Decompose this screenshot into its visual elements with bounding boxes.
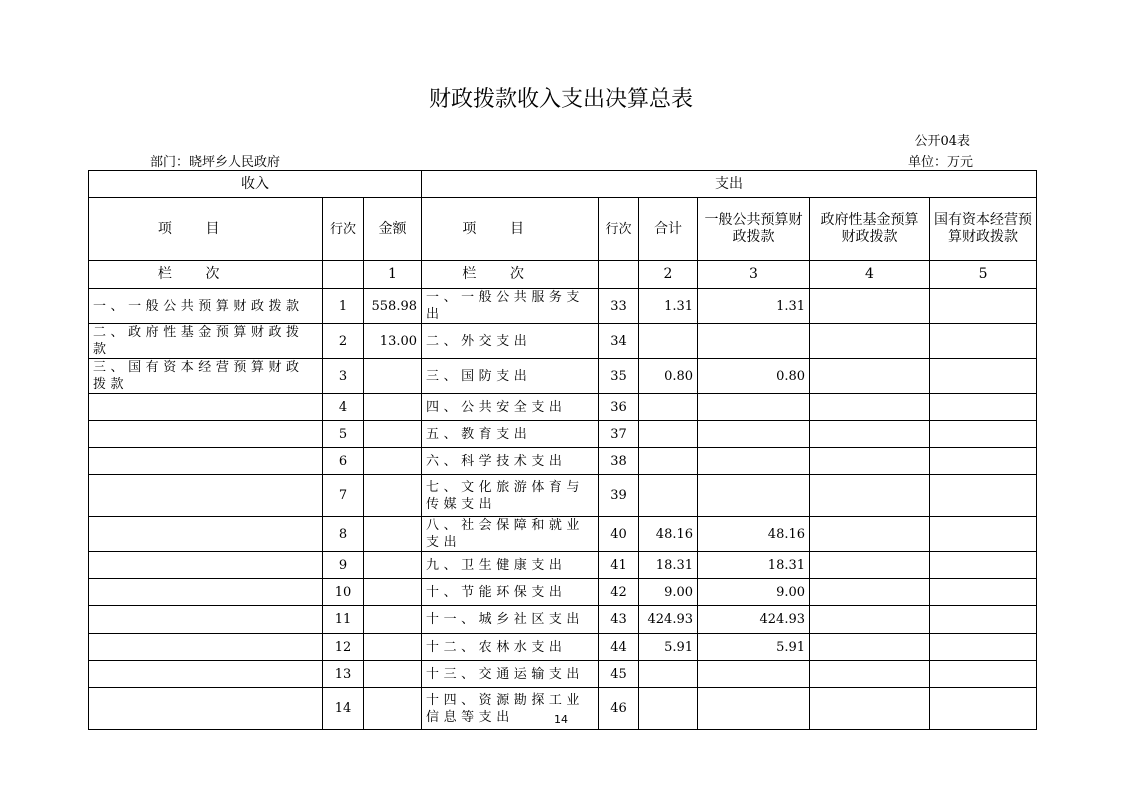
expense-item-cell: 一、一般公共服务支出 bbox=[422, 289, 599, 324]
lanci-empty-cell bbox=[323, 261, 364, 289]
income-item-cell bbox=[89, 475, 323, 517]
expense-header: 支出 bbox=[422, 171, 1037, 198]
expense-item-cell: 十一、城乡社区支出 bbox=[422, 606, 599, 634]
income-amount-cell bbox=[364, 448, 422, 475]
expense-general-budget-cell: 48.16 bbox=[698, 517, 810, 552]
income-amount-cell bbox=[364, 606, 422, 634]
table-row bbox=[89, 289, 1037, 324]
expense-total-cell: 18.31 bbox=[639, 552, 698, 579]
income-row-no-cell: 2 bbox=[323, 324, 364, 359]
expense-item-cell: 四、公共安全支出 bbox=[422, 394, 599, 421]
income-amount-cell bbox=[364, 421, 422, 448]
expense-fund-budget-cell bbox=[810, 289, 930, 324]
expense-general-budget-cell: 1.31 bbox=[698, 289, 810, 324]
lanci-general: 3 bbox=[698, 261, 810, 289]
department-label: 部门：晓坪乡人民政府 bbox=[150, 155, 281, 170]
expense-general-budget-cell: 424.93 bbox=[698, 606, 810, 634]
income-row-no-cell: 3 bbox=[323, 359, 364, 394]
income-header: 收入 bbox=[89, 171, 422, 198]
income-row-no-cell: 8 bbox=[323, 517, 364, 552]
expense-item-cell: 二、外交支出 bbox=[422, 324, 599, 359]
expense-row-no-cell: 35 bbox=[599, 359, 639, 394]
expense-row-no-cell: 40 bbox=[599, 517, 639, 552]
lanci-fund: 4 bbox=[810, 261, 930, 289]
expense-general-budget-cell bbox=[698, 421, 810, 448]
col-header-amount: 金额 bbox=[364, 198, 422, 261]
table-row bbox=[89, 324, 1037, 359]
expense-fund-budget-cell bbox=[810, 394, 930, 421]
expense-item-cell: 十四、资源勘探工业信息等支出 bbox=[422, 688, 599, 730]
expense-row-no-cell: 46 bbox=[599, 688, 639, 730]
income-item-cell bbox=[89, 448, 323, 475]
expense-row-no-cell: 37 bbox=[599, 421, 639, 448]
income-row-no-cell: 9 bbox=[323, 552, 364, 579]
form-number: 公开04表 bbox=[914, 134, 970, 149]
expense-row-no-cell: 45 bbox=[599, 661, 639, 688]
expense-fund-budget-cell bbox=[810, 448, 930, 475]
expense-total-cell: 5.91 bbox=[639, 634, 698, 661]
expense-general-budget-cell: 0.80 bbox=[698, 359, 810, 394]
income-row-no-cell: 13 bbox=[323, 661, 364, 688]
expense-row-no-cell: 39 bbox=[599, 475, 639, 517]
expense-item-cell: 六、科学技术支出 bbox=[422, 448, 599, 475]
income-amount-cell bbox=[364, 517, 422, 552]
expense-row-no-cell: 33 bbox=[599, 289, 639, 324]
table-row bbox=[89, 606, 1037, 634]
income-item-cell bbox=[89, 552, 323, 579]
expense-total-cell: 0.80 bbox=[639, 359, 698, 394]
income-item-cell bbox=[89, 517, 323, 552]
income-row-no-cell: 10 bbox=[323, 579, 364, 606]
table-row bbox=[89, 661, 1037, 688]
income-item-cell: 三、国有资本经营预算财政拨款 bbox=[89, 359, 323, 394]
expense-state-capital-cell bbox=[930, 579, 1037, 606]
expense-total-cell bbox=[639, 394, 698, 421]
expense-fund-budget-cell bbox=[810, 661, 930, 688]
lanci-total: 2 bbox=[639, 261, 698, 289]
lanci-amount: 1 bbox=[364, 261, 422, 289]
expense-fund-budget-cell bbox=[810, 634, 930, 661]
expense-total-cell bbox=[639, 324, 698, 359]
expense-row-no-cell: 38 bbox=[599, 448, 639, 475]
budget-summary-table bbox=[88, 170, 1037, 730]
expense-general-budget-cell bbox=[698, 475, 810, 517]
expense-fund-budget-cell bbox=[810, 579, 930, 606]
expense-state-capital-cell bbox=[930, 421, 1037, 448]
expense-state-capital-cell bbox=[930, 324, 1037, 359]
income-row-no-cell: 6 bbox=[323, 448, 364, 475]
expense-fund-budget-cell bbox=[810, 552, 930, 579]
expense-row-no-cell: 36 bbox=[599, 394, 639, 421]
col-header-income-row-no: 行次 bbox=[323, 198, 364, 261]
income-row-no-cell: 1 bbox=[323, 289, 364, 324]
income-item-cell bbox=[89, 421, 323, 448]
page-number: 14 bbox=[554, 713, 568, 726]
lanci-state: 5 bbox=[930, 261, 1037, 289]
income-row-no-cell: 5 bbox=[323, 421, 364, 448]
col-header-income-item: 项目 bbox=[89, 198, 323, 261]
expense-item-cell: 十、节能环保支出 bbox=[422, 579, 599, 606]
income-row-no-cell: 12 bbox=[323, 634, 364, 661]
expense-total-cell bbox=[639, 661, 698, 688]
expense-state-capital-cell bbox=[930, 634, 1037, 661]
table-row bbox=[89, 552, 1037, 579]
expense-item-cell: 三、国防支出 bbox=[422, 359, 599, 394]
expense-total-cell bbox=[639, 448, 698, 475]
income-amount-cell: 13.00 bbox=[364, 324, 422, 359]
expense-state-capital-cell bbox=[930, 359, 1037, 394]
expense-item-cell: 八、社会保障和就业支出 bbox=[422, 517, 599, 552]
income-item-cell bbox=[89, 394, 323, 421]
col-header-general-budget: 一般公共预算财政拨款 bbox=[698, 198, 810, 261]
expense-total-cell: 48.16 bbox=[639, 517, 698, 552]
expense-fund-budget-cell bbox=[810, 475, 930, 517]
expense-row-no-cell: 42 bbox=[599, 579, 639, 606]
expense-state-capital-cell bbox=[930, 517, 1037, 552]
col-header-total: 合计 bbox=[639, 198, 698, 261]
expense-row-no-cell: 41 bbox=[599, 552, 639, 579]
lanci-empty-cell bbox=[599, 261, 639, 289]
table-row bbox=[89, 421, 1037, 448]
expense-total-cell bbox=[639, 421, 698, 448]
income-item-cell bbox=[89, 579, 323, 606]
income-amount-cell bbox=[364, 359, 422, 394]
income-item-cell: 二、政府性基金预算财政拨款 bbox=[89, 324, 323, 359]
col-header-expense-row-no: 行次 bbox=[599, 198, 639, 261]
expense-total-cell: 424.93 bbox=[639, 606, 698, 634]
col-header-state-capital: 国有资本经营预算财政拨款 bbox=[930, 198, 1037, 261]
expense-total-cell bbox=[639, 475, 698, 517]
income-amount-cell bbox=[364, 579, 422, 606]
expense-fund-budget-cell bbox=[810, 517, 930, 552]
expense-total-cell: 9.00 bbox=[639, 579, 698, 606]
expense-general-budget-cell: 5.91 bbox=[698, 634, 810, 661]
expense-general-budget-cell: 9.00 bbox=[698, 579, 810, 606]
table-row bbox=[89, 359, 1037, 394]
income-row-no-cell: 11 bbox=[323, 606, 364, 634]
page-title: 财政拨款收入支出决算总表 bbox=[428, 87, 693, 112]
table-row bbox=[89, 475, 1037, 517]
expense-state-capital-cell bbox=[930, 606, 1037, 634]
expense-fund-budget-cell bbox=[810, 324, 930, 359]
expense-row-no-cell: 34 bbox=[599, 324, 639, 359]
income-amount-cell bbox=[364, 552, 422, 579]
table-row bbox=[89, 448, 1037, 475]
income-row-no-cell: 4 bbox=[323, 394, 364, 421]
col-header-expense-item: 项目 bbox=[422, 198, 599, 261]
col-header-fund-budget: 政府性基金预算财政拨款 bbox=[810, 198, 930, 261]
income-amount-cell bbox=[364, 634, 422, 661]
income-item-cell: 一、一般公共预算财政拨款 bbox=[89, 289, 323, 324]
expense-fund-budget-cell bbox=[810, 421, 930, 448]
income-amount-cell bbox=[364, 475, 422, 517]
expense-item-cell: 十三、交通运输支出 bbox=[422, 661, 599, 688]
table-row bbox=[89, 579, 1037, 606]
table-row bbox=[89, 634, 1037, 661]
expense-fund-budget-cell bbox=[810, 606, 930, 634]
income-amount-cell bbox=[364, 394, 422, 421]
expense-general-budget-cell bbox=[698, 324, 810, 359]
income-item-cell bbox=[89, 634, 323, 661]
expense-general-budget-cell: 18.31 bbox=[698, 552, 810, 579]
expense-row-no-cell: 44 bbox=[599, 634, 639, 661]
expense-state-capital-cell bbox=[930, 552, 1037, 579]
lanci-label-expense: 栏次 bbox=[422, 261, 599, 289]
expense-item-cell: 七、文化旅游体育与传媒支出 bbox=[422, 475, 599, 517]
income-item-cell bbox=[89, 606, 323, 634]
expense-general-budget-cell bbox=[698, 448, 810, 475]
expense-state-capital-cell bbox=[930, 661, 1037, 688]
table-row bbox=[89, 517, 1037, 552]
income-amount-cell: 558.98 bbox=[364, 289, 422, 324]
expense-state-capital-cell bbox=[930, 289, 1037, 324]
expense-state-capital-cell bbox=[930, 475, 1037, 517]
expense-item-cell: 十二、农林水支出 bbox=[422, 634, 599, 661]
income-amount-cell bbox=[364, 661, 422, 688]
expense-general-budget-cell bbox=[698, 661, 810, 688]
expense-item-cell: 九、卫生健康支出 bbox=[422, 552, 599, 579]
expense-state-capital-cell bbox=[930, 394, 1037, 421]
table-row bbox=[89, 394, 1037, 421]
expense-row-no-cell: 43 bbox=[599, 606, 639, 634]
expense-fund-budget-cell bbox=[810, 359, 930, 394]
expense-item-cell: 五、教育支出 bbox=[422, 421, 599, 448]
income-item-cell bbox=[89, 661, 323, 688]
income-row-no-cell: 14 bbox=[323, 688, 364, 730]
lanci-label-income: 栏次 bbox=[89, 261, 323, 289]
expense-general-budget-cell bbox=[698, 394, 810, 421]
expense-state-capital-cell bbox=[930, 448, 1037, 475]
income-row-no-cell: 7 bbox=[323, 475, 364, 517]
expense-total-cell: 1.31 bbox=[639, 289, 698, 324]
unit-label: 单位：万元 bbox=[907, 155, 973, 170]
